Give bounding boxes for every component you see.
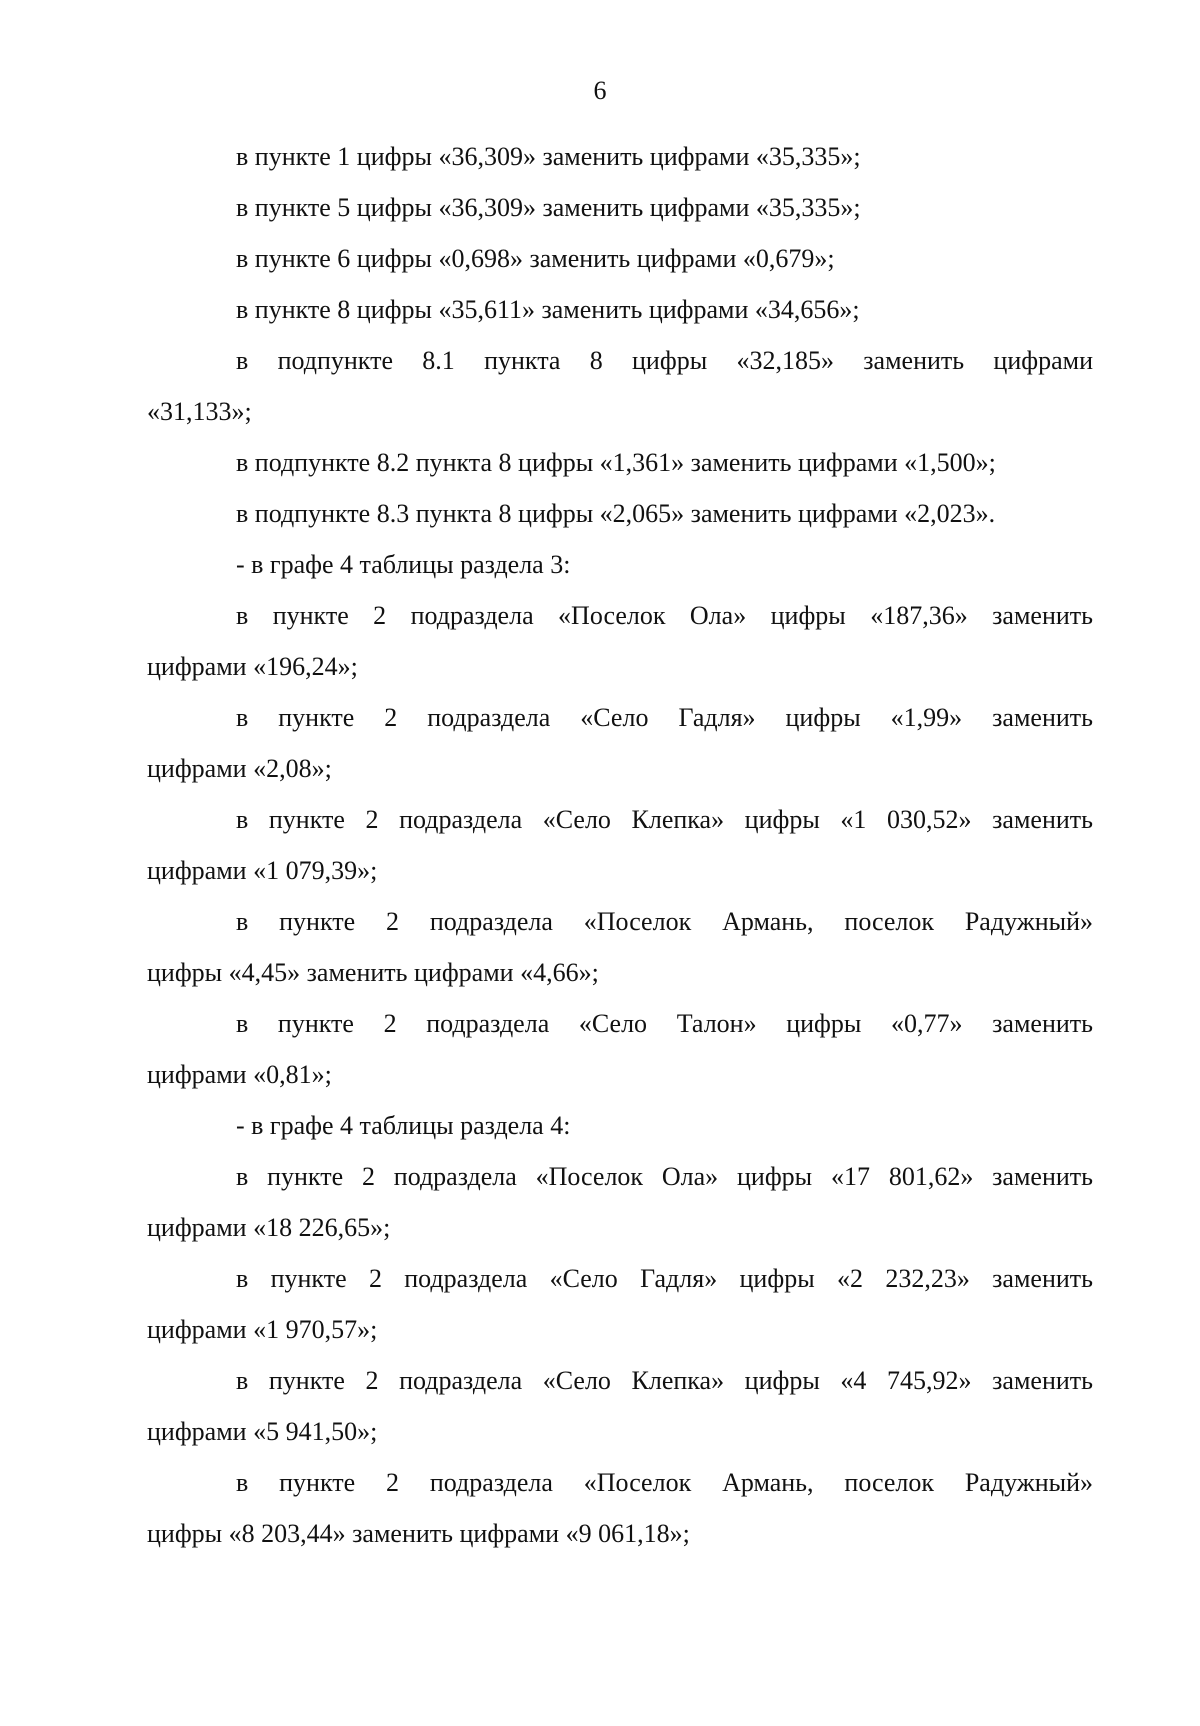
paragraph-item-6: в пункте 6 цифры «0,698» заменить цифрами «0,679»; xyxy=(236,244,835,273)
paragraph-line: цифры «8 203,44» заменить цифрами «9 061,18»; xyxy=(147,1519,690,1548)
paragraph-line: в пункте 2 подраздела «Село Клепка» цифры «4 745,92» заменить xyxy=(236,1366,1093,1395)
paragraph-line: в пункте 2 подраздела «Поселок Ола» цифры «187,36» заменить xyxy=(236,601,1093,630)
paragraph-section3-gadlya xyxy=(147,701,1093,786)
paragraph-section3-talon xyxy=(147,1007,1093,1092)
paragraph-section3-arman-raduzhny xyxy=(147,905,1093,990)
page-number: 6 xyxy=(593,76,607,105)
paragraph-subitem-8-3: в подпункте 8.3 пункта 8 цифры «2,065» заменить цифрами «2,023». xyxy=(236,499,996,528)
paragraph-line: цифрами «0,81»; xyxy=(147,1060,332,1089)
paragraph-section4-ola xyxy=(147,1160,1093,1245)
section-3-heading: - в графе 4 таблицы раздела 3: xyxy=(236,550,571,579)
paragraph-line: в подпункте 8.1 пункта 8 цифры «32,185» заменить цифрами xyxy=(236,346,1093,375)
paragraph-subitem-8-1 xyxy=(147,344,1093,429)
paragraph-line: в пункте 2 подраздела «Поселок Армань, поселок Радужный» xyxy=(236,907,1093,936)
paragraph-line: цифрами «2,08»; xyxy=(147,754,332,783)
paragraph-line: цифры «4,45» заменить цифрами «4,66»; xyxy=(147,958,599,987)
paragraph-subitem-8-2: в подпункте 8.2 пункта 8 цифры «1,361» заменить цифрами «1,500»; xyxy=(236,448,996,477)
paragraph-line: в пункте 2 подраздела «Село Клепка» цифры «1 030,52» заменить xyxy=(236,805,1093,834)
paragraph-line: «31,133»; xyxy=(147,397,252,426)
paragraph-section3-ola xyxy=(147,599,1093,684)
paragraph-line: в пункте 2 подраздела «Село Гадля» цифры «2 232,23» заменить xyxy=(236,1264,1093,1293)
paragraph-line: в пункте 2 подраздела «Село Талон» цифры «0,77» заменить xyxy=(236,1009,1093,1038)
paragraph-line: цифрами «1 970,57»; xyxy=(147,1315,378,1344)
paragraph-item-8: в пункте 8 цифры «35,611» заменить цифрами «34,656»; xyxy=(236,295,860,324)
paragraph-line: цифрами «5 941,50»; xyxy=(147,1417,378,1446)
paragraph-section3-klepka xyxy=(147,803,1093,888)
paragraph-line: цифрами «18 226,65»; xyxy=(147,1213,391,1242)
paragraph-line: цифрами «196,24»; xyxy=(147,652,358,681)
paragraph-section4-klepka xyxy=(147,1364,1093,1449)
section-4-heading: - в графе 4 таблицы раздела 4: xyxy=(236,1111,571,1140)
paragraph-item-5: в пункте 5 цифры «36,309» заменить цифрами «35,335»; xyxy=(236,193,861,222)
paragraph-line: цифрами «1 079,39»; xyxy=(147,856,378,885)
paragraph-line: в пункте 2 подраздела «Поселок Армань, поселок Радужный» xyxy=(236,1468,1093,1497)
paragraph-line: в пункте 2 подраздела «Село Гадля» цифры «1,99» заменить xyxy=(236,703,1093,732)
paragraph-section4-arman-raduzhny xyxy=(147,1466,1093,1551)
paragraph-section4-gadlya xyxy=(147,1262,1093,1347)
paragraph-item-1-5: в пункте 1 цифры «36,309» заменить цифрами «35,335»; xyxy=(236,142,861,171)
document-body xyxy=(147,140,1093,1568)
paragraph-line: в пункте 2 подраздела «Поселок Ола» цифры «17 801,62» заменить xyxy=(236,1162,1093,1191)
